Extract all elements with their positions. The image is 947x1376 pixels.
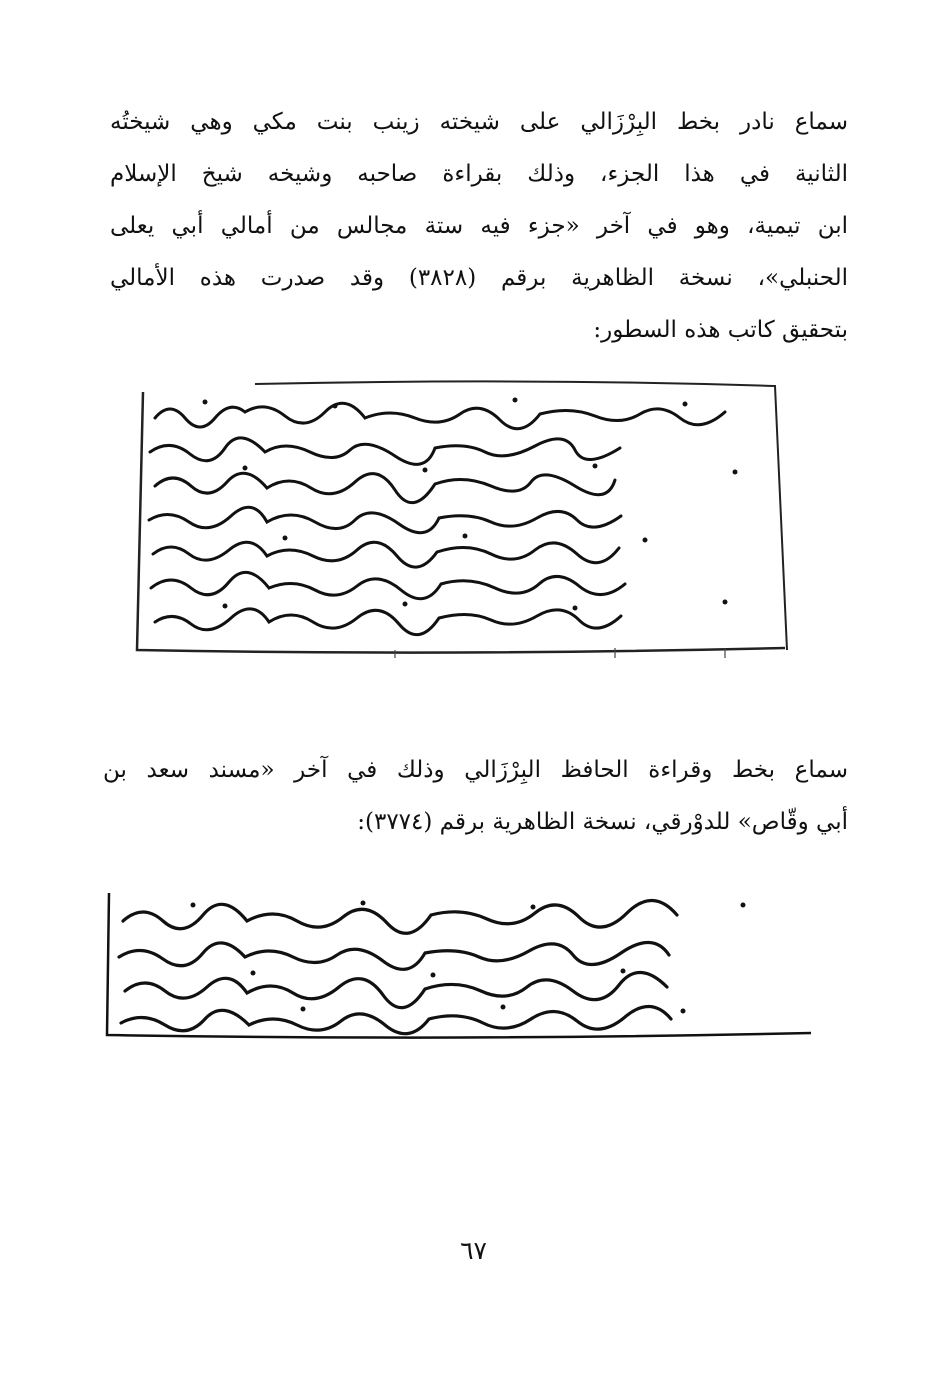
paragraph-line: ابن تيمية، وهو في آخر «جزء فيه ستة مجالس من أمالي أبي يعلى	[110, 213, 848, 239]
paragraph-line: أبي وقّاص» للدوْرقي، نسخة الظاهرية برقم (٣٧٧٤):	[357, 809, 848, 835]
paragraph-line: سماع بخط وقراءة الحافظ البِرْزَالي وذلك في آخر «مسند سعد بن	[103, 757, 848, 783]
page-number: ٦٧	[460, 1236, 487, 1265]
paragraph-first-sama	[110, 96, 848, 356]
manuscript-handwriting-illustration	[103, 885, 815, 1040]
manuscript-image-second	[103, 885, 815, 1040]
paragraph-line: سماع نادر بخط البِرْزَالي على شيخته زينب بنت مكي وهي شيختُه	[110, 109, 848, 135]
paragraph-second-sama	[103, 744, 848, 848]
paragraph-line: بتحقيق كاتب هذه السطور:	[593, 317, 848, 343]
manuscript-image-first	[125, 380, 793, 658]
manuscript-handwriting-illustration	[125, 380, 793, 658]
paragraph-line: الحنبلي»، نسخة الظاهرية برقم (٣٨٢٨) وقد صدرت هذه الأمالي	[110, 265, 848, 291]
paragraph-line: الثانية في هذا الجزء، وذلك بقراءة صاحبه وشيخه شيخ الإسلام	[110, 161, 848, 187]
